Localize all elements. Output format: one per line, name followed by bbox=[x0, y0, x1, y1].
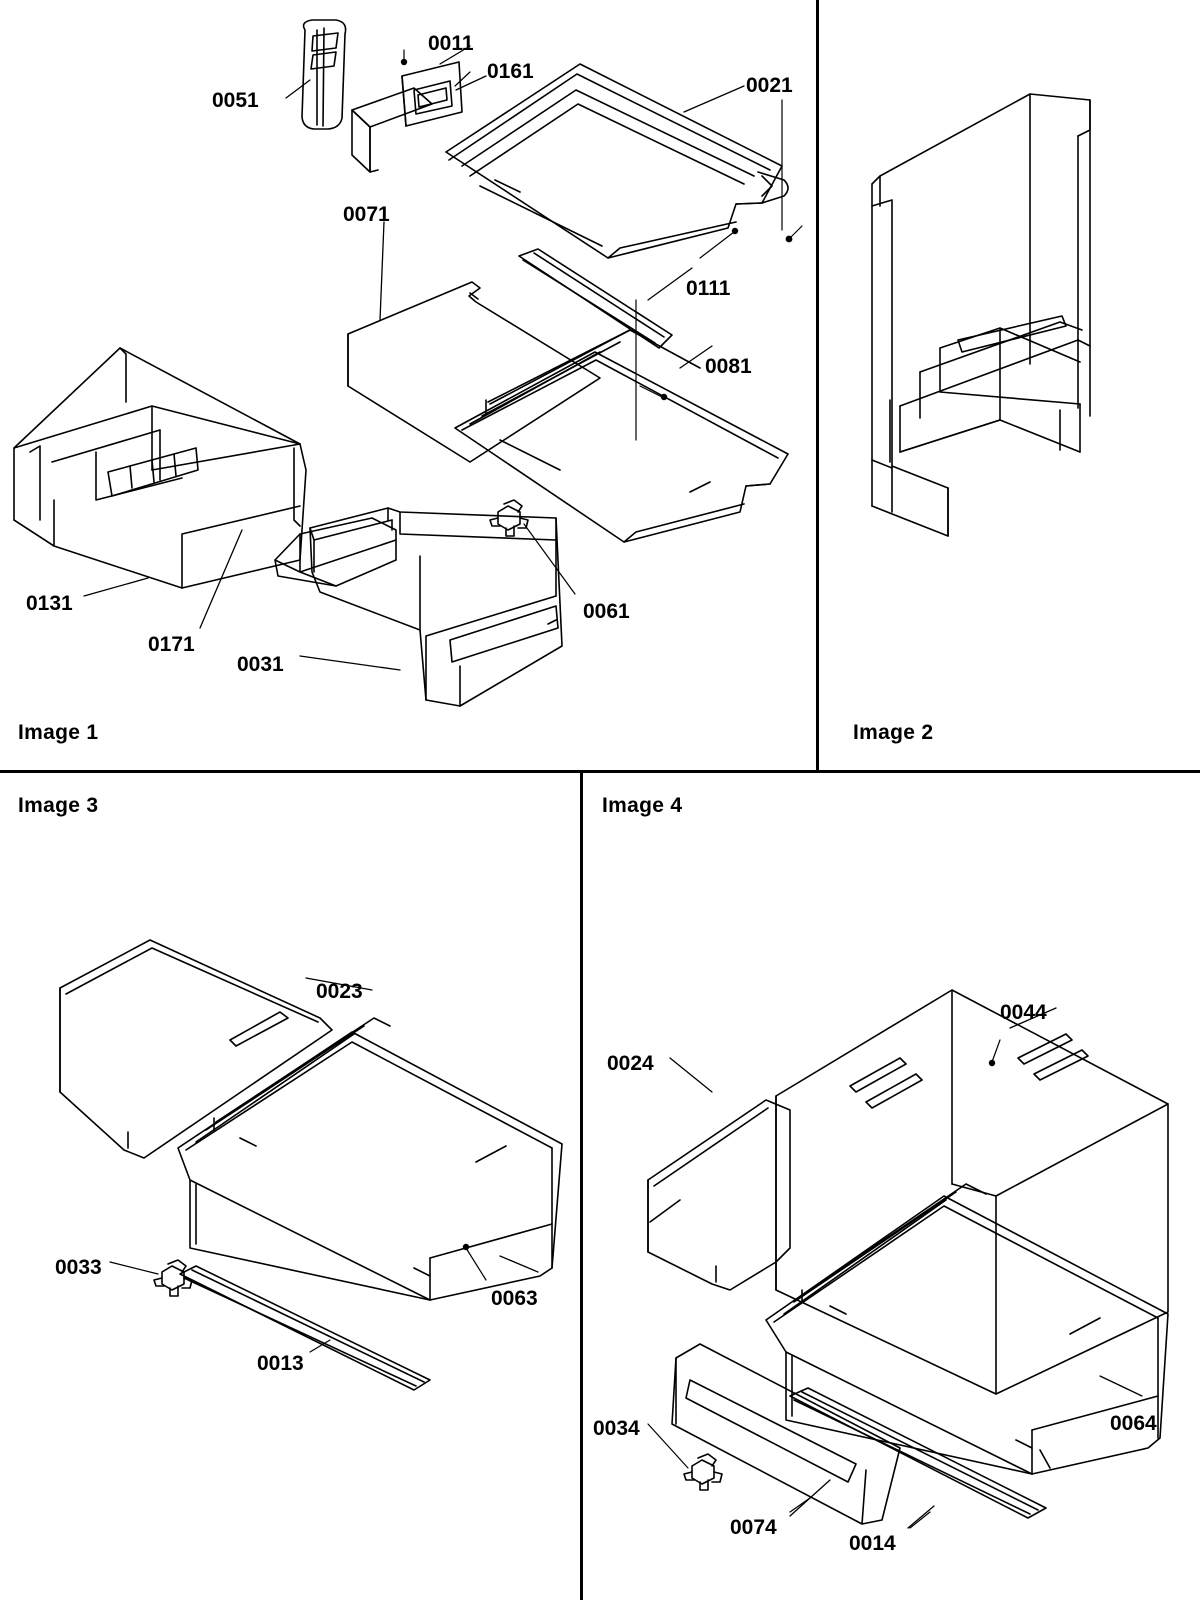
part-0014-front-rail bbox=[790, 1388, 1046, 1518]
divider-vertical-bottom bbox=[580, 772, 583, 1600]
part-0051-endcap bbox=[302, 20, 346, 129]
image2-assembly bbox=[872, 94, 1090, 536]
part-0034-clip bbox=[684, 1454, 722, 1490]
panel-label-image3: Image 3 bbox=[18, 794, 99, 817]
part-0033-clip bbox=[154, 1260, 192, 1296]
callout-0023: 0023 bbox=[316, 980, 363, 1003]
part-0013-trim-rail bbox=[180, 1266, 430, 1390]
callout-0031: 0031 bbox=[237, 653, 284, 676]
divider-vertical-top bbox=[816, 0, 819, 772]
part-0061-clip bbox=[490, 500, 528, 536]
callout-0061: 0061 bbox=[583, 600, 630, 623]
callout-0131: 0131 bbox=[26, 592, 73, 615]
callout-0111: 0111 bbox=[686, 277, 731, 300]
callout-0081: 0081 bbox=[705, 355, 752, 378]
part-0023-cover bbox=[60, 940, 332, 1158]
panel-label-image2: Image 2 bbox=[853, 721, 934, 744]
part-0171-divider bbox=[275, 518, 396, 586]
callout-0014: 0014 bbox=[849, 1532, 896, 1555]
panel-label-image4: Image 4 bbox=[602, 794, 683, 817]
callout-0044: 0044 bbox=[1000, 1001, 1047, 1024]
callout-0021: 0021 bbox=[746, 74, 793, 97]
callout-0074: 0074 bbox=[730, 1516, 777, 1539]
part-0131-crisper-drawer bbox=[14, 348, 306, 588]
callout-0171: 0171 bbox=[148, 633, 195, 656]
part-0074-trim-panel bbox=[672, 1344, 900, 1524]
callout-0161: 0161 bbox=[487, 60, 534, 83]
callout-0064: 0064 bbox=[1110, 1412, 1157, 1435]
divider-horizontal-middle bbox=[0, 770, 1200, 773]
callout-0024: 0024 bbox=[607, 1052, 654, 1075]
callout-0063: 0063 bbox=[491, 1287, 538, 1310]
part-0063-shelf-frame bbox=[178, 1018, 562, 1300]
callout-0011: 0011 bbox=[428, 32, 474, 55]
part-0021-shelf-frame bbox=[446, 64, 788, 258]
part-0011-bracket bbox=[352, 88, 432, 172]
callout-leaders bbox=[84, 46, 1142, 1528]
part-0161-lens bbox=[402, 62, 462, 126]
part-0064-shelf-frame bbox=[766, 1184, 1168, 1474]
callout-0051: 0051 bbox=[212, 89, 259, 112]
callout-0034: 0034 bbox=[593, 1417, 640, 1440]
part-0071-panel bbox=[348, 282, 600, 462]
part-0044-liner bbox=[776, 990, 1168, 1394]
callout-0071: 0071 bbox=[343, 203, 390, 226]
part-0111-trim-strip bbox=[519, 249, 672, 348]
part-0031-lower-drawer bbox=[310, 508, 562, 706]
part-0024-cover bbox=[648, 1100, 790, 1290]
panel-label-image1: Image 1 bbox=[18, 721, 99, 744]
callout-0013: 0013 bbox=[257, 1352, 304, 1375]
callout-0033: 0033 bbox=[55, 1256, 102, 1279]
